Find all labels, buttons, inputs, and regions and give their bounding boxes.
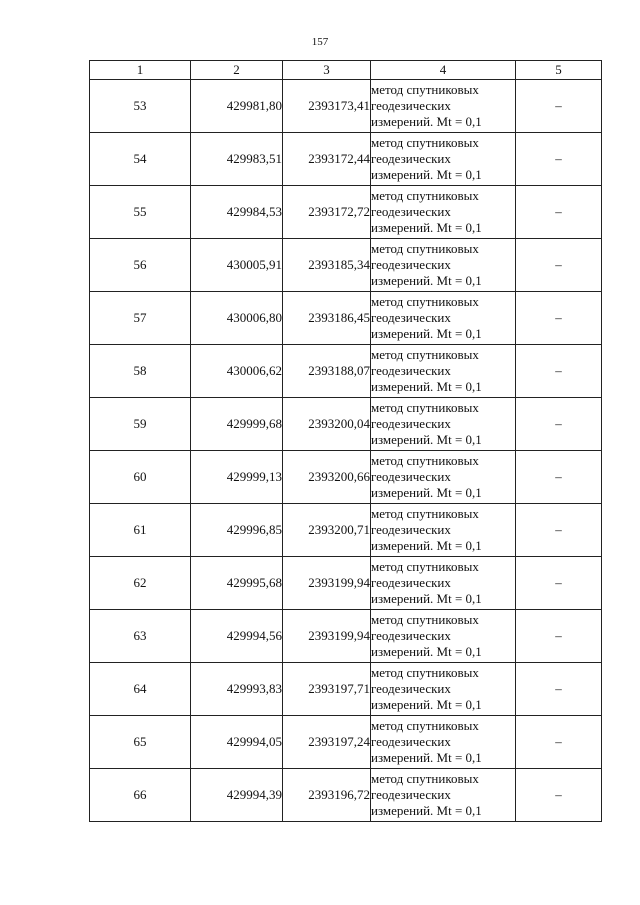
x-coordinate-cell: 430005,91 [191,239,283,292]
x-coordinate-cell: 429995,68 [191,557,283,610]
table-row [90,716,602,769]
table-row [90,80,602,133]
description-cell: – [516,345,602,398]
x-coordinate-cell: 429994,39 [191,769,283,822]
method-cell: метод спутниковых геодезических измерений. Mt = 0,1 [371,292,516,345]
page-number: 157 [311,36,329,48]
point-number-cell: 65 [90,716,191,769]
y-coordinate-cell: 2393196,72 [283,769,371,822]
table-row [90,557,602,610]
header-col-5: 5 [516,61,602,80]
description-cell: – [516,133,602,186]
x-coordinate-cell: 430006,80 [191,292,283,345]
description-cell: – [516,610,602,663]
description-cell: – [516,398,602,451]
header-col-3: 3 [283,61,371,80]
method-cell: метод спутниковых геодезических измерений. Mt = 0,1 [371,663,516,716]
table-row [90,292,602,345]
point-number-cell: 63 [90,610,191,663]
table-row [90,663,602,716]
x-coordinate-cell: 429999,13 [191,451,283,504]
point-number-cell: 57 [90,292,191,345]
method-cell: метод спутниковых геодезических измерений. Mt = 0,1 [371,80,516,133]
y-coordinate-cell: 2393200,04 [283,398,371,451]
y-coordinate-cell: 2393188,07 [283,345,371,398]
table-row [90,133,602,186]
table-row [90,504,602,557]
method-cell: метод спутниковых геодезических измерений. Mt = 0,1 [371,345,516,398]
description-cell: – [516,186,602,239]
point-number-cell: 56 [90,239,191,292]
table-body [90,80,602,822]
table-row [90,451,602,504]
description-cell: – [516,557,602,610]
coordinates-table [89,60,602,822]
header-col-2: 2 [191,61,283,80]
point-number-cell: 59 [90,398,191,451]
method-cell: метод спутниковых геодезических измерений. Mt = 0,1 [371,186,516,239]
table-row [90,345,602,398]
y-coordinate-cell: 2393172,44 [283,133,371,186]
x-coordinate-cell: 429993,83 [191,663,283,716]
method-cell: метод спутниковых геодезических измерений. Mt = 0,1 [371,504,516,557]
y-coordinate-cell: 2393185,34 [283,239,371,292]
x-coordinate-cell: 429984,53 [191,186,283,239]
y-coordinate-cell: 2393172,72 [283,186,371,239]
method-cell: метод спутниковых геодезических измерений. Mt = 0,1 [371,716,516,769]
table-row [90,186,602,239]
method-cell: метод спутниковых геодезических измерений. Mt = 0,1 [371,557,516,610]
description-cell: – [516,663,602,716]
description-cell: – [516,292,602,345]
method-cell: метод спутниковых геодезических измерений. Mt = 0,1 [371,239,516,292]
y-coordinate-cell: 2393173,41 [283,80,371,133]
x-coordinate-cell: 429981,80 [191,80,283,133]
method-cell: метод спутниковых геодезических измерений. Mt = 0,1 [371,610,516,663]
method-cell: метод спутниковых геодезических измерений. Mt = 0,1 [371,133,516,186]
point-number-cell: 53 [90,80,191,133]
y-coordinate-cell: 2393197,71 [283,663,371,716]
header-col-1: 1 [90,61,191,80]
x-coordinate-cell: 429983,51 [191,133,283,186]
header-col-4: 4 [371,61,516,80]
description-cell: – [516,451,602,504]
table-row [90,769,602,822]
x-coordinate-cell: 429994,05 [191,716,283,769]
x-coordinate-cell: 429999,68 [191,398,283,451]
table-row [90,610,602,663]
point-number-cell: 54 [90,133,191,186]
description-cell: – [516,769,602,822]
point-number-cell: 66 [90,769,191,822]
y-coordinate-cell: 2393199,94 [283,557,371,610]
description-cell: – [516,716,602,769]
y-coordinate-cell: 2393200,71 [283,504,371,557]
table-row [90,398,602,451]
description-cell: – [516,80,602,133]
x-coordinate-cell: 430006,62 [191,345,283,398]
method-cell: метод спутниковых геодезических измерений. Mt = 0,1 [371,398,516,451]
table-row [90,239,602,292]
method-cell: метод спутниковых геодезических измерений. Mt = 0,1 [371,769,516,822]
y-coordinate-cell: 2393197,24 [283,716,371,769]
y-coordinate-cell: 2393200,66 [283,451,371,504]
point-number-cell: 55 [90,186,191,239]
x-coordinate-cell: 429996,85 [191,504,283,557]
method-cell: метод спутниковых геодезических измерений. Mt = 0,1 [371,451,516,504]
y-coordinate-cell: 2393186,45 [283,292,371,345]
point-number-cell: 62 [90,557,191,610]
point-number-cell: 60 [90,451,191,504]
point-number-cell: 64 [90,663,191,716]
point-number-cell: 61 [90,504,191,557]
description-cell: – [516,239,602,292]
table-header-row [90,61,602,80]
y-coordinate-cell: 2393199,94 [283,610,371,663]
x-coordinate-cell: 429994,56 [191,610,283,663]
point-number-cell: 58 [90,345,191,398]
description-cell: – [516,504,602,557]
